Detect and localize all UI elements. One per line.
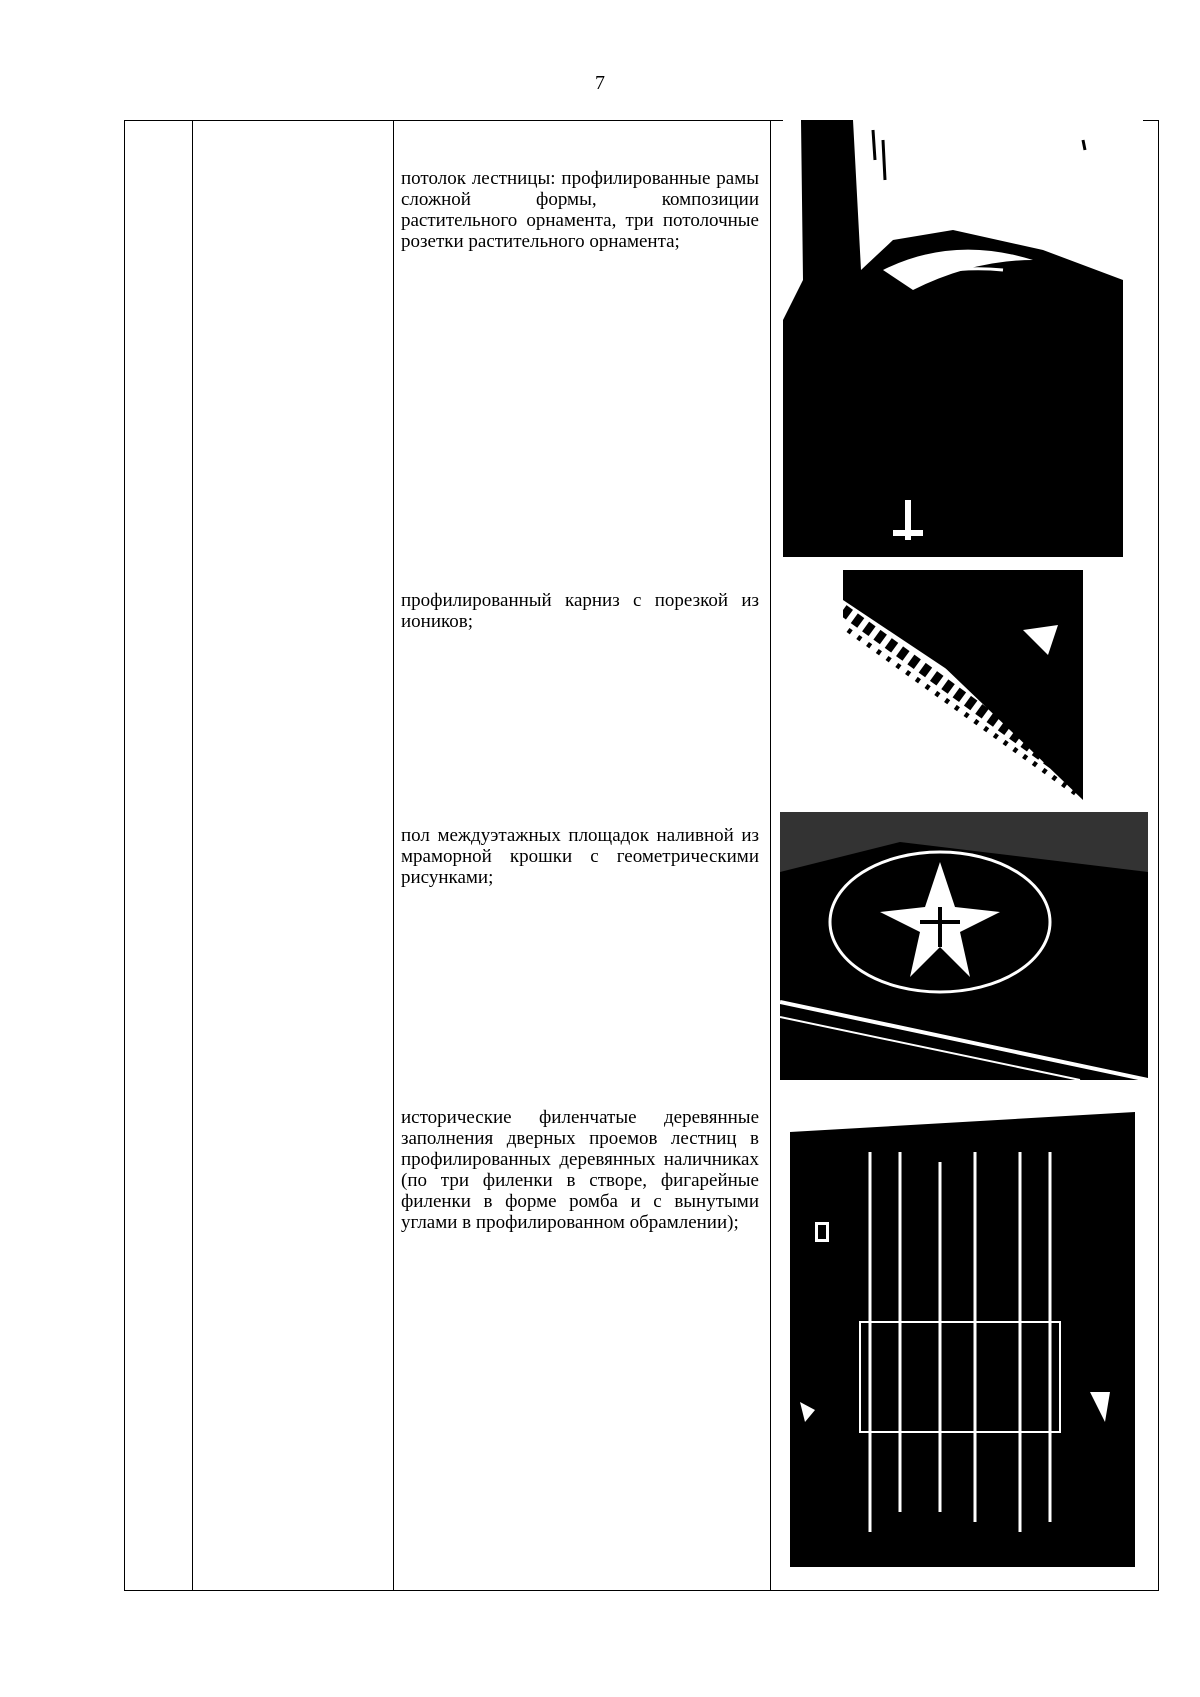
item-description-cornice: профилированный карниз с порезкой из иоников; xyxy=(401,590,759,632)
door-photo xyxy=(790,1092,1135,1567)
column-divider-3 xyxy=(770,121,771,1590)
item-description-floor: пол междуэтажных площадок наливной из мраморной крошки с геометрическими рисунками; xyxy=(401,825,759,888)
cornice-photo xyxy=(843,570,1083,800)
column-divider-1 xyxy=(192,121,193,1590)
item-description-ceiling: потолок лестницы: профилированные рамы сложной формы, композиции растительного орнамента, три потолочные розетки растительного орнамента; xyxy=(401,168,759,252)
item-description-doors: исторические филенчатые деревянные заполнения дверных проемов лестниц в профилированных деревянных наличниках (по три филенки в створе, фигарейные филенки в форме ромба и с вынутыми углами в профилированном обрамлении); xyxy=(401,1107,759,1233)
page-number: 7 xyxy=(595,72,605,94)
floor-photo xyxy=(780,812,1148,1080)
column-divider-2 xyxy=(393,121,394,1590)
ceiling-photo xyxy=(783,120,1143,557)
